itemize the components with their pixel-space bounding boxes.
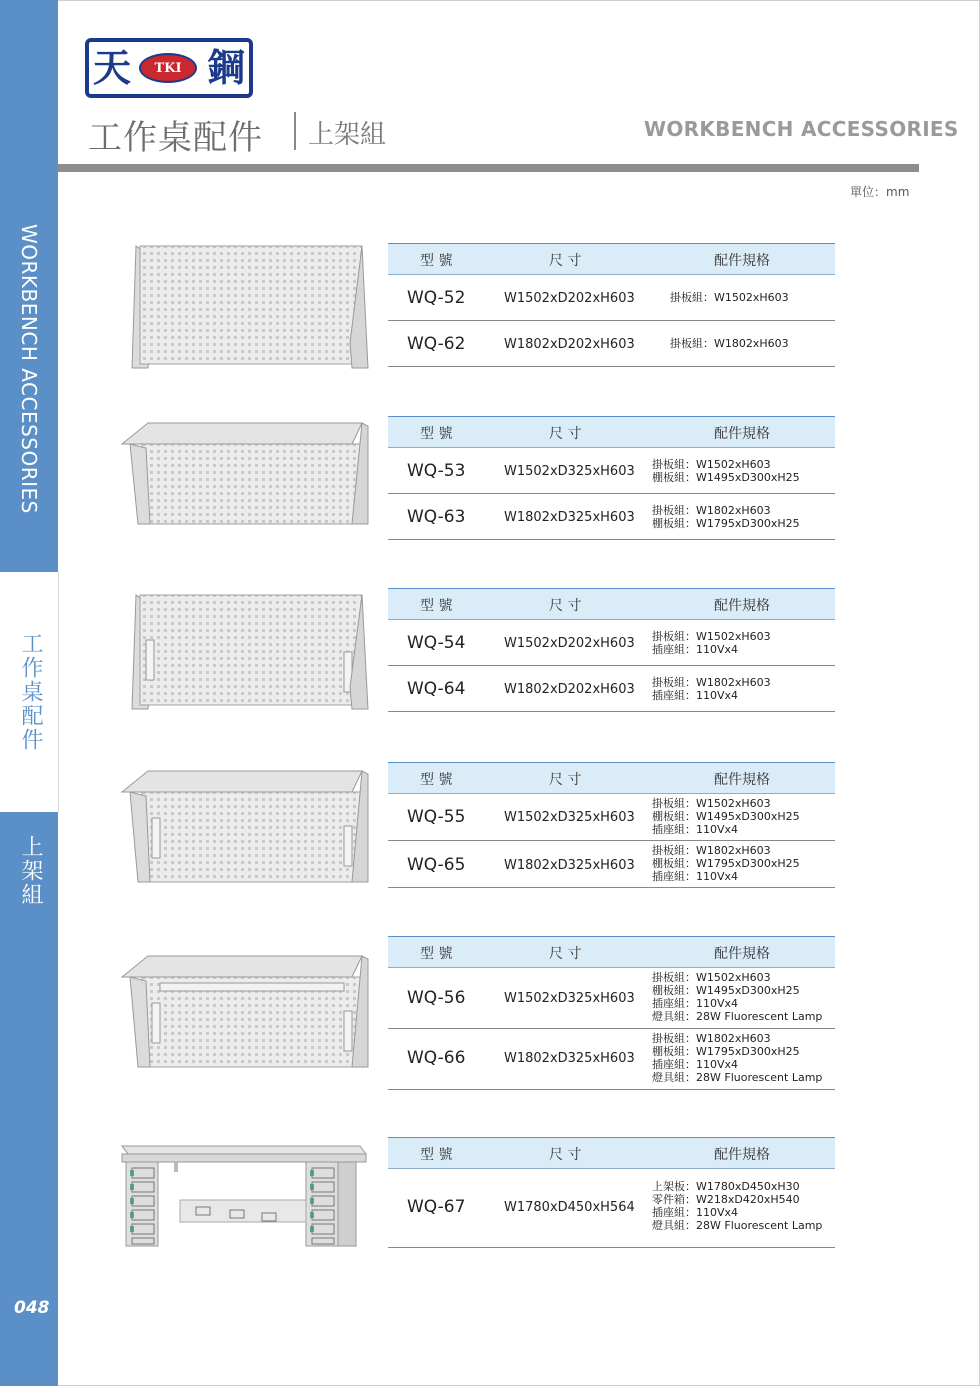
row-model: WQ-64 bbox=[407, 679, 466, 699]
row-size: W1502xD325xH603 bbox=[504, 810, 635, 825]
header-model: 型 號 bbox=[420, 772, 453, 788]
table-header bbox=[388, 243, 835, 275]
table-row bbox=[388, 1029, 835, 1090]
header-size: 尺 寸 bbox=[549, 772, 582, 788]
row-model: WQ-66 bbox=[407, 1048, 466, 1068]
page-subtitle: 上架組 bbox=[308, 120, 387, 150]
row-model: WQ-63 bbox=[407, 507, 466, 527]
header-model: 型 號 bbox=[420, 946, 453, 962]
header-spec: 配件規格 bbox=[714, 598, 770, 614]
header-model: 型 號 bbox=[420, 598, 453, 614]
header-spec: 配件規格 bbox=[714, 426, 770, 442]
logo-char-left: 天 bbox=[93, 46, 132, 90]
row-model: WQ-65 bbox=[407, 855, 466, 875]
sidebar-cn-label: 工作桌配件 bbox=[18, 632, 43, 752]
sidebar-section-en bbox=[0, 0, 58, 572]
table-row bbox=[388, 968, 835, 1029]
row-size: W1502xD325xH603 bbox=[504, 464, 635, 479]
table-row bbox=[388, 321, 835, 367]
table-row bbox=[388, 620, 835, 666]
header-size: 尺 寸 bbox=[549, 1147, 582, 1163]
table-row bbox=[388, 1169, 835, 1248]
product-image-wq52 bbox=[120, 243, 370, 371]
spec-table-4 bbox=[388, 762, 835, 888]
row-size: W1502xD325xH603 bbox=[504, 991, 635, 1006]
row-spec: 掛板組：W1502xH603 棚板組：W1495xD300xH25 bbox=[652, 458, 800, 484]
table-header bbox=[388, 1137, 835, 1169]
header-model: 型 號 bbox=[420, 1147, 453, 1163]
header-size: 尺 寸 bbox=[549, 598, 582, 614]
row-size: W1780xD450xH564 bbox=[504, 1200, 635, 1215]
row-spec: 掛板組：W1802xH603 插座組：110Vx4 bbox=[652, 676, 771, 702]
row-model: WQ-53 bbox=[407, 461, 466, 481]
product-image-wq53 bbox=[120, 420, 370, 528]
row-spec: 掛板組：W1502xH603 棚板組：W1495xD300xH25 插座組：110Vx4 bbox=[652, 797, 800, 836]
row-spec: 掛板組：W1802xH603 bbox=[670, 337, 789, 350]
row-spec: 掛板組：W1802xH603 棚板組：W1795xD300xH25 插座組：110Vx4 燈具組：28W Fluorescent Lamp bbox=[652, 1032, 823, 1084]
row-spec: 掛板組：W1502xH603 棚板組：W1495xD300xH25 插座組：110Vx4 燈具組：28W Fluorescent Lamp bbox=[652, 971, 823, 1023]
header-spec: 配件規格 bbox=[714, 772, 770, 788]
sidebar-en-label: WORKBENCH ACCESSORIES bbox=[17, 224, 41, 514]
header-size: 尺 寸 bbox=[549, 946, 582, 962]
row-size: W1802xD325xH603 bbox=[504, 510, 635, 525]
unit-label: 單位：mm bbox=[850, 185, 910, 199]
row-model: WQ-54 bbox=[407, 633, 466, 653]
row-size: W1802xD325xH603 bbox=[504, 1051, 635, 1066]
header-spec: 配件規格 bbox=[714, 946, 770, 962]
spec-table-3 bbox=[388, 588, 835, 712]
header-spec: 配件規格 bbox=[714, 253, 770, 269]
spec-table-6 bbox=[388, 1137, 835, 1248]
page-number: 048 bbox=[14, 1298, 50, 1318]
title-divider bbox=[294, 112, 296, 150]
header-model: 型 號 bbox=[420, 426, 453, 442]
spec-table-5 bbox=[388, 936, 835, 1090]
row-spec: 掛板組：W1802xH603 棚板組：W1795xD300xH25 bbox=[652, 504, 800, 530]
product-image-wq67 bbox=[120, 1140, 370, 1248]
row-spec: 掛板組：W1802xH603 棚板組：W1795xD300xH25 插座組：110Vx4 bbox=[652, 844, 800, 883]
table-row bbox=[388, 841, 835, 888]
header-spec: 配件規格 bbox=[714, 1147, 770, 1163]
table-row bbox=[388, 494, 835, 540]
row-model: WQ-56 bbox=[407, 988, 466, 1008]
row-spec: 上架板：W1780xD450xH30 零件箱：W218xD420xH540 插座組：110Vx4 燈具組：28W Fluorescent Lamp bbox=[652, 1180, 823, 1232]
row-size: W1802xD202xH603 bbox=[504, 682, 635, 697]
page-title-en: WORKBENCH ACCESSORIES bbox=[644, 117, 959, 141]
logo-oval-text: TKI bbox=[154, 61, 182, 76]
header-model: 型 號 bbox=[420, 253, 453, 269]
row-model: WQ-67 bbox=[407, 1197, 466, 1217]
header-size: 尺 寸 bbox=[549, 426, 582, 442]
sidebar-section-cn bbox=[0, 572, 59, 812]
page-title: 工作桌配件 bbox=[88, 118, 263, 158]
spec-table-2 bbox=[388, 416, 835, 540]
table-row bbox=[388, 448, 835, 494]
row-model: WQ-62 bbox=[407, 334, 466, 354]
table-row bbox=[388, 666, 835, 712]
table-row bbox=[388, 794, 835, 841]
product-image-wq55 bbox=[120, 768, 370, 886]
spec-table-1 bbox=[388, 243, 835, 367]
table-header bbox=[388, 416, 835, 448]
table-row bbox=[388, 275, 835, 321]
brand-logo bbox=[85, 38, 253, 98]
table-header bbox=[388, 936, 835, 968]
logo-oval bbox=[139, 53, 197, 83]
product-image-wq56 bbox=[120, 953, 370, 1071]
logo-char-right: 鋼 bbox=[206, 46, 245, 90]
row-spec: 掛板組：W1502xH603 插座組：110Vx4 bbox=[652, 630, 771, 656]
row-model: WQ-52 bbox=[407, 288, 466, 308]
row-size: W1502xD202xH603 bbox=[504, 291, 635, 306]
sidebar bbox=[0, 0, 58, 1386]
row-size: W1802xD325xH603 bbox=[504, 858, 635, 873]
table-header bbox=[388, 588, 835, 620]
header-size: 尺 寸 bbox=[549, 253, 582, 269]
product-image-wq54 bbox=[120, 592, 370, 712]
row-size: W1502xD202xH603 bbox=[504, 636, 635, 651]
row-size: W1802xD202xH603 bbox=[504, 337, 635, 352]
header-rule bbox=[58, 164, 919, 172]
table-header bbox=[388, 762, 835, 794]
row-model: WQ-55 bbox=[407, 807, 466, 827]
sidebar-current-label: 上架組 bbox=[18, 835, 43, 907]
row-spec: 掛板組：W1502xH603 bbox=[670, 291, 789, 304]
